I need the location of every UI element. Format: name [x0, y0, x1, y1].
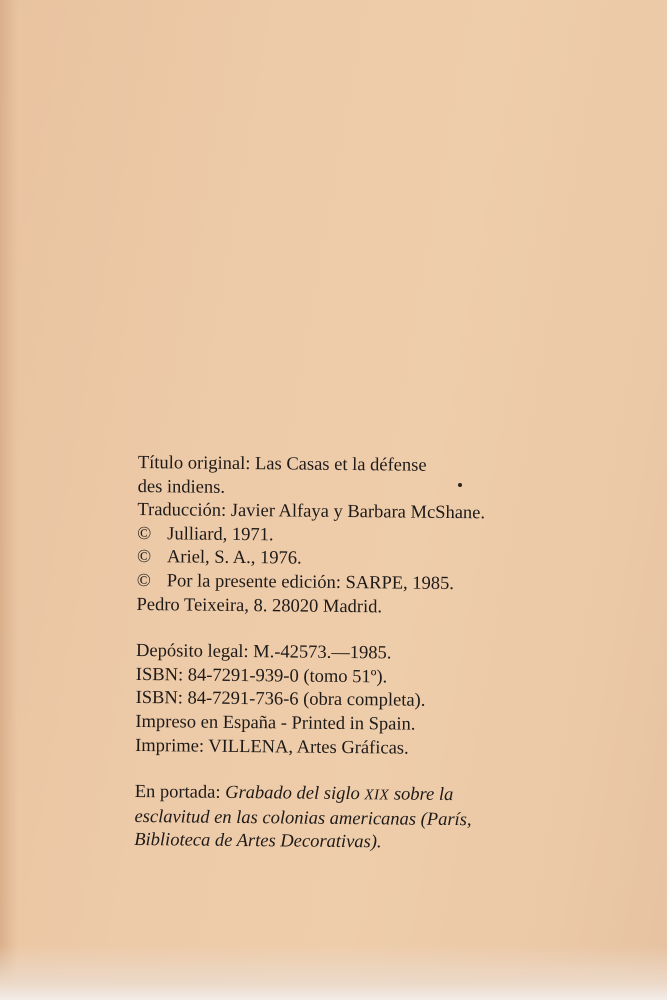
ink-speck — [458, 483, 462, 487]
legal-deposit: Depósito legal: M.-42573.—1985. — [135, 641, 392, 664]
copyright-ariel: © Ariel, S. A., 1976. — [136, 547, 302, 569]
printed-in: Impreso en España - Printed in Spain. — [135, 711, 416, 735]
cover-credit-line-2: esclavitud en las colonias americanas (París, — [134, 806, 472, 830]
isbn-volume: ISBN: 84-7291-939-0 (tomo 51º). — [135, 664, 388, 688]
copyright-sarpe: © Por la presente edición: SARPE, 1985. — [136, 570, 455, 595]
copyright-symbol: © — [136, 547, 152, 568]
publisher-address: Pedro Teixeira, 8. 28020 Madrid. — [136, 594, 383, 617]
page-edge-shadow — [0, 0, 18, 1000]
printer: Imprime: VILLENA, Artes Gráficas. — [135, 735, 409, 759]
copyright-symbol: © — [136, 570, 151, 592]
isbn-complete: ISBN: 84-7291-736-6 (obra completa). — [135, 688, 426, 712]
original-title-line-1: Título original: Las Casas et la défense — [137, 452, 427, 476]
original-title-line-2: des indiens. — [137, 476, 226, 498]
colophon-block — [134, 452, 608, 857]
copyright-julliard: © Julliard, 1971. — [137, 523, 274, 546]
cover-credit-line-1: En portada: Grabado del siglo XIX sobre la — [134, 782, 454, 806]
copyright-symbol: © — [137, 523, 152, 544]
cover-credit-line-3: Biblioteca de Artes Decorativas). — [134, 830, 382, 853]
cover-credit-label: En portada: — [134, 782, 221, 803]
translation-credit: Traducción: Javier Alfaya y Barbara McShane. — [137, 500, 486, 524]
page-bottom-edge — [0, 945, 667, 1000]
